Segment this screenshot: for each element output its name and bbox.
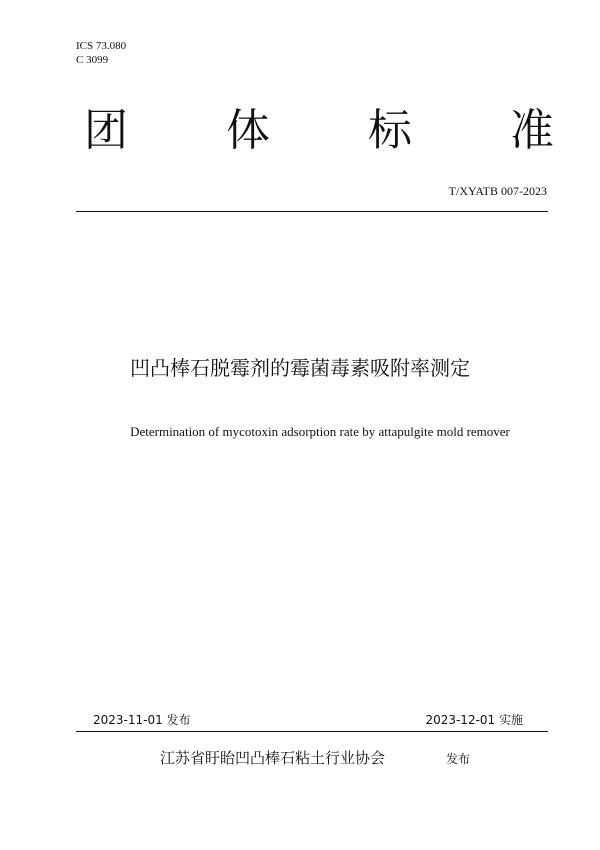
title-char-1: 团 xyxy=(84,105,128,156)
publisher-action: 发布 xyxy=(446,752,471,766)
title-char-4: 准 xyxy=(510,105,554,156)
standard-number: T/XYATB 007-2023 xyxy=(448,184,547,198)
title-char-3: 标 xyxy=(368,105,412,156)
document-title-zh: 凹凸棒石脱霉剂的霉菌毒素吸附率测定 xyxy=(130,356,470,380)
ccs-code: C 3099 xyxy=(76,54,109,66)
document-title-en: Determination of mycotoxin adsorption rate by attapulgite mold remover xyxy=(130,424,510,439)
publisher-name: 江苏省盱眙凹凸棒石粘土行业协会 xyxy=(160,749,386,767)
top-divider xyxy=(76,211,548,212)
implementation-date: 2023-12-01 实施 xyxy=(425,713,523,727)
title-char-2: 体 xyxy=(226,105,270,156)
bottom-divider xyxy=(76,731,548,732)
release-date: 2023-11-01 发布 xyxy=(93,713,191,727)
ics-code: ICS 73.080 xyxy=(76,40,127,52)
